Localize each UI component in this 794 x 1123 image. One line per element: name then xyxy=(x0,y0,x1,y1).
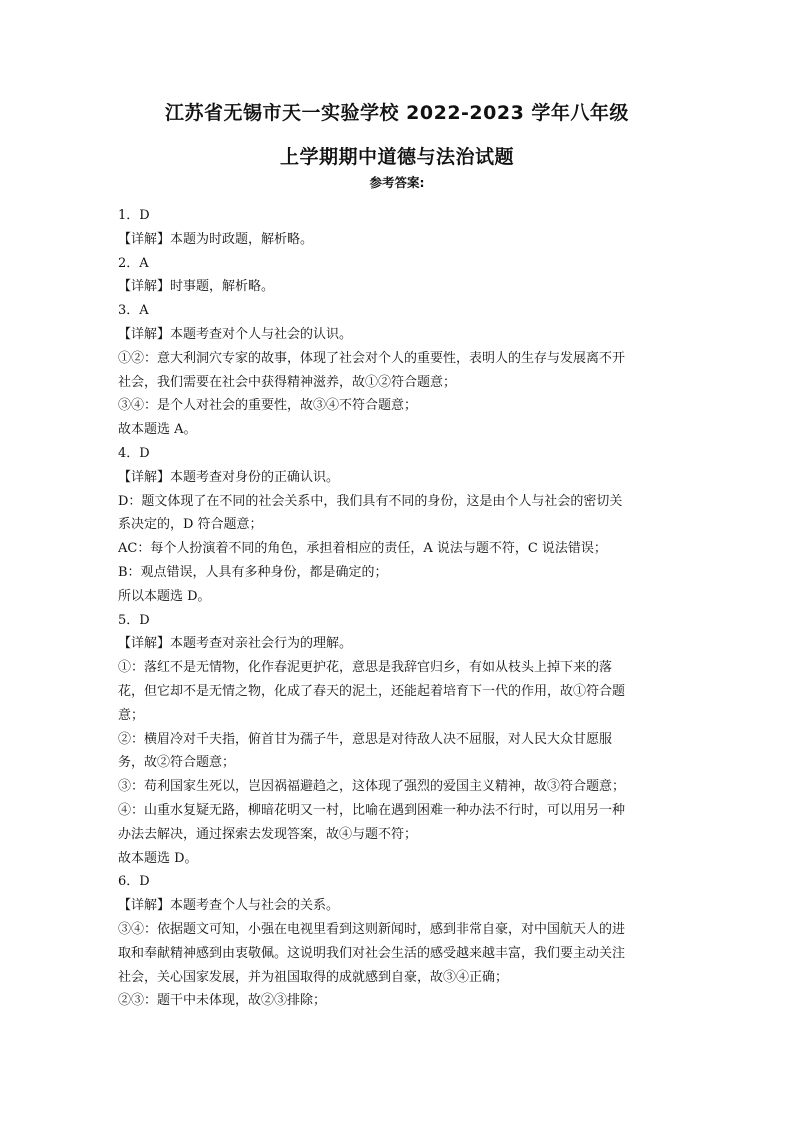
text-line: ④：山重水复疑无路，柳暗花明又一村，比喻在遇到困难一种办法不行时，可以用另一种 xyxy=(118,802,626,818)
title-block xyxy=(0,100,794,192)
text-line: 【详解】本题考查对身份的正确认识。 xyxy=(118,469,340,485)
text-line: 2．A xyxy=(118,255,149,271)
text-line: AC：每个人扮演着不同的角色，承担着相应的责任，A 说法与题不符，C 说法错误； xyxy=(118,541,607,557)
text-line: 【详解】本题为时政题，解析略。 xyxy=(118,231,314,247)
text-line: 6．D xyxy=(118,874,150,890)
text-line: 3．A xyxy=(118,303,149,319)
document-title-line-2: 上学期期中道德与法治试题 xyxy=(279,146,514,168)
text-line: ②③：题干中未体现，故②③排除； xyxy=(118,993,327,1009)
text-line: 意； xyxy=(118,707,145,723)
text-line: ③④：依据题文可知，小强在电视里看到这则新闻时，感到非常自豪，对中国航天人的进 xyxy=(118,921,626,937)
text-line: 【详解】本题考查对亲社会行为的理解。 xyxy=(118,636,353,652)
text-line: ①：落红不是无情物，化作春泥更护花，意思是我辞官归乡，有如从枝头上掉下来的落 xyxy=(118,660,613,676)
text-line: 5．D xyxy=(118,612,150,628)
text-line: 务，故②符合题意； xyxy=(118,755,236,771)
text-line: ③：苟利国家生死以，岂因祸福避趋之，这体现了强烈的爱国主义精神，故③符合题意； xyxy=(118,779,626,795)
text-line: 办法去解决，通过探索去发现答案，故④与题不符； xyxy=(118,826,418,842)
text-line: 花，但它却不是无情之物，化成了春天的泥土，还能起着培育下一代的作用，故①符合题 xyxy=(118,683,626,699)
text-line: 1．D xyxy=(118,208,150,223)
text-line: B：观点错误，人具有多种身份，都是确定的； xyxy=(118,564,388,580)
document-title-line-1: 江苏省无锡市天一实验学校 2022-2023 学年八年级 xyxy=(165,102,629,124)
text-line: 系决定的，D 符合题意； xyxy=(118,517,263,533)
text-line: ①②：意大利洞穴专家的故事，体现了社会对个人的重要性，表明人的生存与发展离不开 xyxy=(118,350,626,366)
text-line: 社会，我们需要在社会中获得精神滋养，故①②符合题意； xyxy=(118,374,457,390)
text-line: 取和奉献精神感到由衷敬佩。这说明我们对社会生活的感受越来越丰富，我们要主动关注 xyxy=(118,945,626,961)
text-line: 【详解】本题考查对个人与社会的认识。 xyxy=(118,326,353,342)
text-line: 所以本题选 D。 xyxy=(118,588,211,604)
text-line: 故本题选 D。 xyxy=(118,850,198,866)
answer-body xyxy=(118,204,678,1013)
text-line: ③④：是个人对社会的重要性，故③④不符合题意； xyxy=(118,398,418,414)
text-line: 社会，关心国家发展，并为祖国取得的成就感到自豪，故③④正确； xyxy=(118,969,509,985)
text-line: D：题文体现了在不同的社会关系中，我们具有不同的身份，这是由个人与社会的密切关 xyxy=(118,493,623,509)
text-line: 故本题选 A。 xyxy=(118,422,197,438)
text-line: 【详解】时事题，解析略。 xyxy=(118,279,275,295)
text-line: 【详解】本题考查个人与社会的关系。 xyxy=(118,898,340,914)
answer-key-label: 参考答案: xyxy=(369,175,425,190)
text-line: ②：横眉冷对千夫指，俯首甘为孺子牛，意思是对待敌人决不屈服，对人民大众甘愿服 xyxy=(118,731,613,747)
text-line: 4．D xyxy=(118,445,150,461)
